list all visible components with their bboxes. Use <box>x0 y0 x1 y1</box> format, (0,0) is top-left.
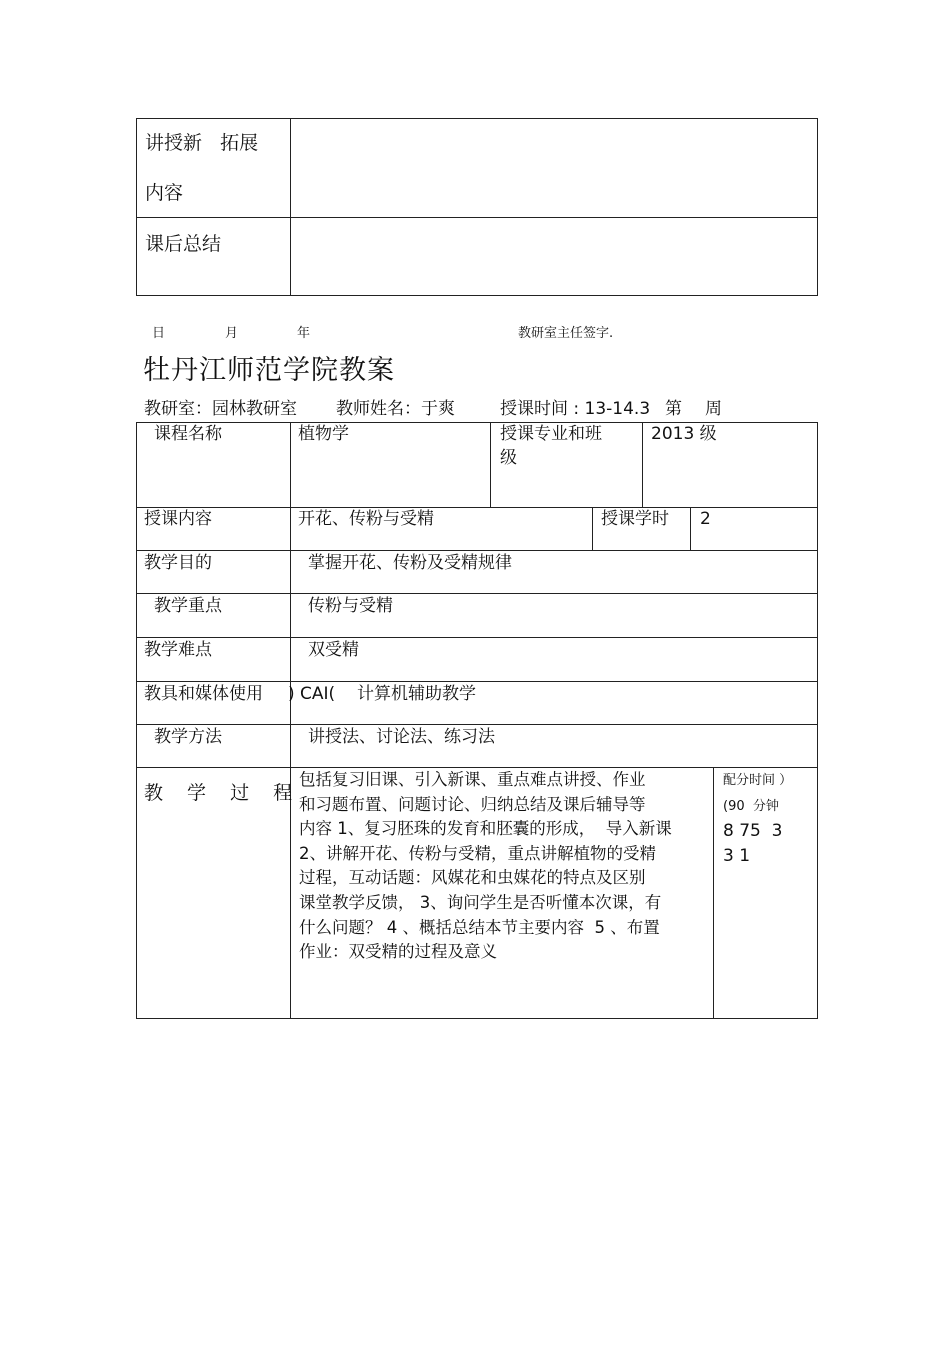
hours-value: 2 <box>700 509 711 529</box>
time-alloc-total: (90 分钟 <box>723 799 779 814</box>
process-body <box>299 768 711 965</box>
col-line-hours-label <box>592 507 593 550</box>
row-line <box>136 507 818 508</box>
top-table-divider <box>290 118 291 296</box>
extension-label-line1: 讲授新 拓展 <box>145 132 259 154</box>
difficulty-value: 双受精 <box>308 640 359 660</box>
time-alloc-label: 配分时间 ） <box>723 773 793 788</box>
dept-info: 教研室：园林教研室 <box>144 399 297 419</box>
col-line-hours-value <box>690 507 691 550</box>
col-line-major-label <box>490 422 491 507</box>
objective-label: 教学目的 <box>144 553 212 573</box>
row-line <box>136 681 818 682</box>
col-line-label <box>290 422 291 1019</box>
objective-value: 掌握开花、传粉及受精规律 <box>308 553 512 573</box>
week-unit: 周 <box>705 399 722 419</box>
major-label-line2: 级 <box>500 448 517 468</box>
focus-label: 教学重点 <box>154 596 222 616</box>
director-signature: 教研室主任签字. <box>518 326 614 341</box>
process-line: 课堂教学反馈， 3、询问学生是否听懂本次课，有 <box>299 892 662 912</box>
hours-label: 授课学时 <box>601 509 669 529</box>
method-label: 教学方法 <box>154 727 222 747</box>
difficulty-label: 教学难点 <box>144 640 212 660</box>
col-line-time-alloc <box>713 767 714 1019</box>
process-line: 过程，互动话题：风媒花和虫媒花的特点及区别 <box>299 868 646 888</box>
media-label: 教具和媒体使用 <box>144 684 263 704</box>
process-label: 教 学 过 程 <box>144 782 302 804</box>
time-alloc-values-1: 8 75 3 <box>723 821 783 841</box>
date-year: 年 <box>297 326 311 341</box>
row-line <box>136 637 818 638</box>
row-line <box>136 593 818 594</box>
date-month: 月 <box>225 326 239 341</box>
process-line: 和习题布置、问题讨论、归纳总结及课后辅导等 <box>299 794 646 814</box>
row-line <box>136 550 818 551</box>
content-value: 开花、传粉与受精 <box>298 509 434 529</box>
col-line-major-value <box>642 422 643 507</box>
teacher-info: 教师姓名：于爽 <box>336 399 455 419</box>
time-alloc-values-2: 3 1 <box>723 846 751 866</box>
top-table-row-divider <box>136 217 818 218</box>
major-value: 2013 级 <box>651 424 717 444</box>
row-line <box>136 724 818 725</box>
method-value: 讲授法、讨论法、练习法 <box>308 727 495 747</box>
major-label-line1: 授课专业和班 <box>500 424 602 444</box>
week-label: 第 <box>665 399 682 419</box>
course-name-label: 课程名称 <box>154 424 222 444</box>
process-line: 什么问题？ 4 、概括总结本节主要内容 5 、布置 <box>299 917 660 937</box>
media-value: 计算机辅助教学 <box>357 684 476 704</box>
date-day: 日 <box>152 326 166 341</box>
summary-label: 课后总结 <box>145 233 222 255</box>
process-line: 作业：双受精的过程及意义 <box>299 942 497 962</box>
extension-label-line2: 内容 <box>145 182 184 204</box>
process-line: 2、讲解开花、传粉与受精，重点讲解植物的受精 <box>299 843 656 863</box>
focus-value: 传粉与受精 <box>308 596 393 616</box>
content-label: 授课内容 <box>144 509 212 529</box>
process-line: 包括复习旧课、引入新课、重点难点讲授、作业 <box>299 770 646 789</box>
process-line: 内容 1、复习胚珠的发育和胚囊的形成， 导入新课 <box>299 819 672 839</box>
page-title: 牡丹江师范学院教案 <box>143 355 395 386</box>
media-value-prefix: ) CAI( <box>288 684 336 704</box>
time-info: 授课时间 : 13-14.3 <box>500 399 651 419</box>
course-name-value: 植物学 <box>298 424 349 444</box>
